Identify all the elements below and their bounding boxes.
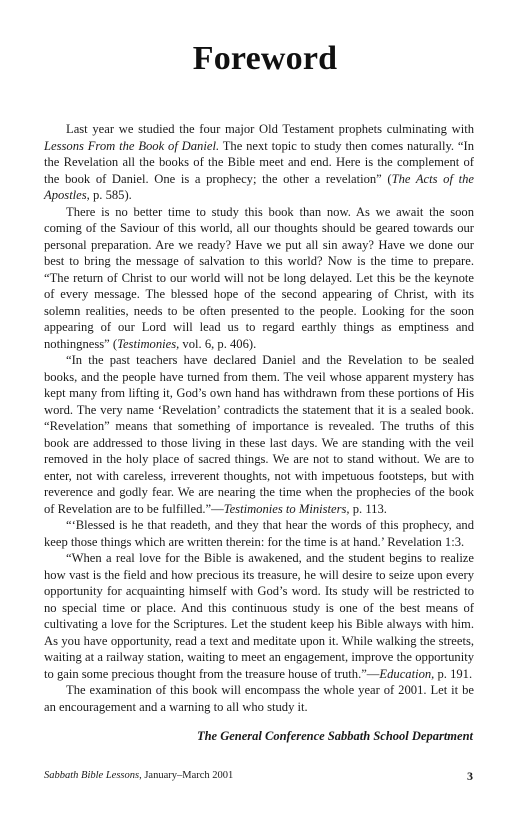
foreword-body	[44, 121, 474, 715]
book-title-testimonies-ministers: Testimonies to Ministers,	[223, 501, 350, 516]
paragraph-4	[44, 517, 474, 550]
paragraph-1-text: Last year we studied the four major Old Testament prophets culminating with	[66, 122, 474, 136]
paragraph-5-text-2: p. 191.	[434, 666, 473, 681]
paragraph-6-text: The examination of this book will encompass the whole year of 2001. Let it be an encouragement and a warning to all who study it.	[44, 683, 474, 714]
paragraph-3-text-2: p. 113.	[349, 501, 387, 516]
book-title-acts: The Acts of the Apostles,	[44, 171, 474, 202]
paragraph-2	[44, 204, 474, 353]
signature: The General Conference Sabbath School Department	[196, 729, 473, 743]
paragraph-2-text: There is no better time to study this book than now. As we await the soon coming of the Saviour of this world, all our thoughts should be geared towards our personal preparation. Are we ready? Have we put all sin away? Have we done our best to bring the message of salvation to this world? Now is the time to prepare. “The return of Christ to our world will not be long delayed. Let this be the keynote of every message. The blessed hope of the second appearing of Christ, with its solemn realities, needs to be often presented to the people. Looking for the soon appearing of our Lord will lead us to regard earthly things as emptiness and nothingness” (	[44, 204, 474, 351]
book-title-daniel: Lessons From the Book of Daniel.	[44, 138, 220, 153]
book-title-testimonies: Testimonies,	[117, 336, 180, 351]
paragraph-2-text-2: vol. 6, p. 406).	[179, 336, 257, 351]
paragraph-6	[44, 682, 474, 715]
paragraph-4-text: “‘Blessed is he that readeth, and they that hear the words of this prophecy, and keep those things which are written therein: for the time is at hand.’ Revelation 1:3.	[44, 518, 474, 549]
paragraph-5	[44, 550, 474, 682]
paragraph-1-text-3: p. 585).	[89, 188, 132, 202]
footer-publication	[44, 770, 233, 781]
page-title: Foreword	[192, 40, 338, 77]
paragraph-3	[44, 352, 474, 517]
paragraph-1	[44, 121, 474, 204]
paragraph-5-text: “When a real love for the Bible is awakened, and the student begins to realize how vast is the field and how precious its treasure, he will desire to seize upon every opportunity for acquainting himself with God’s word. Its study will be restricted to no special time or place. And this continuous study is one of the best means of cultivating a love for the Scriptures. Let the student keep his Bible always with him. As you have opportunity, read a text and meditate upon it. While walking the streets, waiting at a railway station, waiting to meet an engagement, improve the opportunity to gain some precious thought from the treasure house of truth.”—	[44, 551, 474, 681]
paragraph-3-text: “In the past teachers have declared Daniel and the Revelation to be sealed books, and the people have turned from them. The veil whose apparent mystery has kept many from lifting it, God’s own hand has withdrawn from these portions of His word. The very name ‘Revelation’ contradicts the statement that it is a sealed book. “Revelation” means that something of importance is revealed. The truths of this book are addressed to those living in these last days. We are standing with the veil removed in the holy place of sacred things. We are not to stand without. We are to enter, not with careless, irreverent thoughts, not with impetuous footsteps, but with reverence and godly fear. We are nearing the time when the prophecies of the book of Revelation are to be fulfilled.”—	[44, 353, 474, 516]
page-number: 3	[467, 769, 473, 783]
book-title-education: Education,	[379, 666, 435, 681]
footer-date: January–March 2001	[141, 770, 234, 781]
footer-publication-title: Sabbath Bible Lessons,	[44, 770, 142, 781]
paragraph-1-text-2: The next topic to study then comes naturally. “In the Revelation all the books of the Bible meet and end. Here is the complement of the book of Daniel. One is a prophecy; the other a revelation” (	[44, 138, 474, 186]
